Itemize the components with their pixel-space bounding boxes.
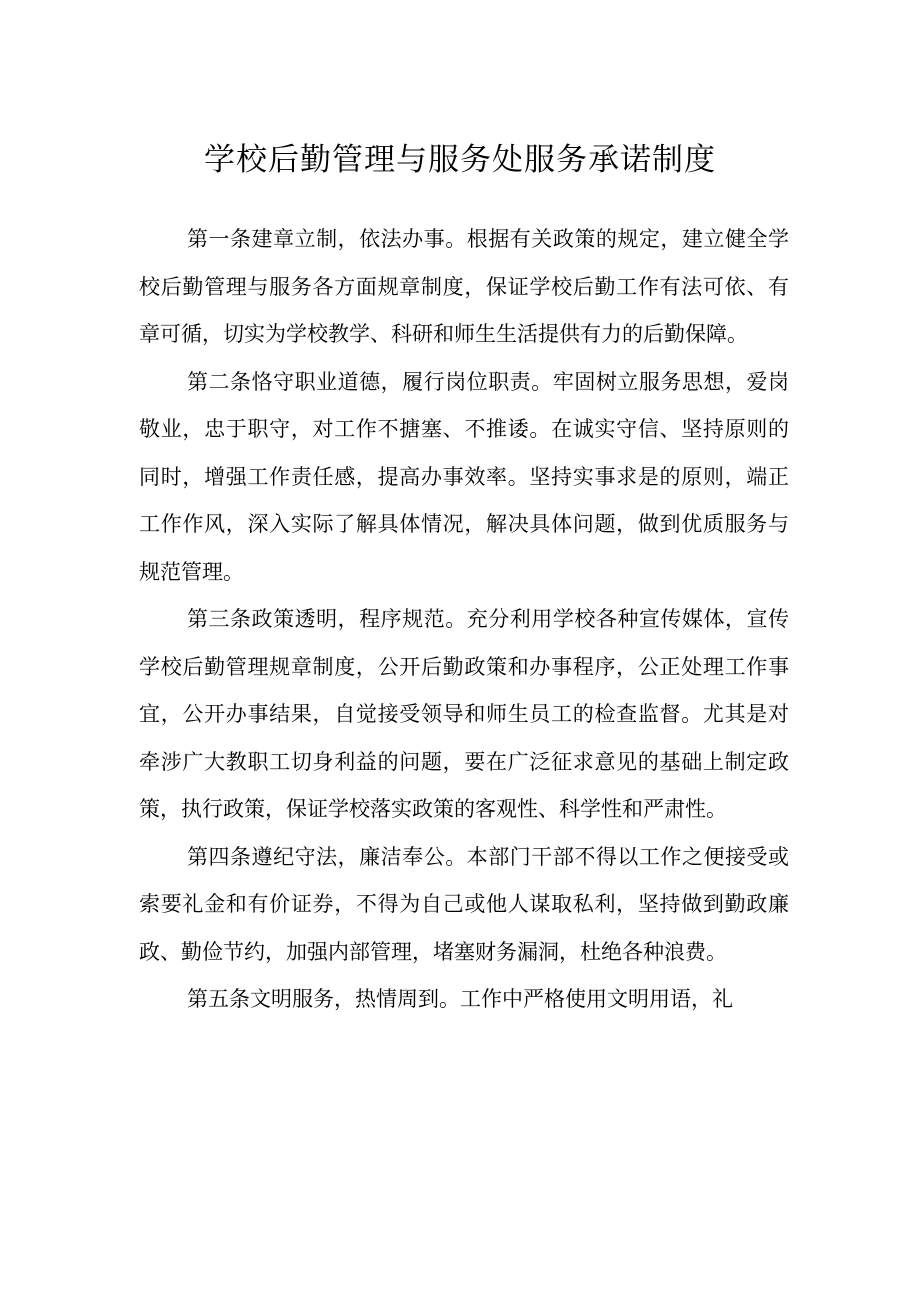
article-2-paragraph: 第二条恪守职业道德，履行岗位职责。牢固树立服务思想，爱岗敬业，忠于职守，对工作不搪塞、不推诿。在诚实守信、坚持原则的同时，增强工作责任感，提高办事效率。坚持实事求是的原则，端正工作作风，深入实际了解具体情况，解决具体问题，做到优质服务与规范管理。	[139, 369, 789, 584]
article-3-paragraph: 第三条政策透明，程序规范。充分利用学校各种宣传媒体，宣传学校后勤管理规章制度，公开后勤政策和办事程序，公正处理工作事宜，公开办事结果，自觉接受领导和师生员工的检查监督。尤其是对牵涉广大教职工切身利益的问题，要在广泛征求意见的基础上制定政策，执行政策，保证学校落实政策的客观性、科学性和严肃性。	[139, 607, 789, 821]
document-body	[139, 216, 789, 1024]
document-title: 学校后勤管理与服务处服务承诺制度	[204, 142, 716, 178]
article-5-paragraph: 第五条文明服务，热情周到。工作中严格使用文明用语，礼	[187, 987, 733, 1011]
article-4-paragraph: 第四条遵纪守法，廉洁奉公。本部门干部不得以工作之便接受或索要礼金和有价证券，不得为自己或他人谋取私利，坚持做到勤政廉政、勤俭节约，加强内部管理，堵塞财务漏洞，杜绝各种浪费。	[139, 844, 789, 964]
article-1-paragraph: 第一条建章立制，依法办事。根据有关政策的规定，建立健全学校后勤管理与服务各方面规章制度，保证学校后勤工作有法可依、有章可循，切实为学校教学、科研和师生生活提供有力的后勤保障。	[139, 227, 789, 346]
